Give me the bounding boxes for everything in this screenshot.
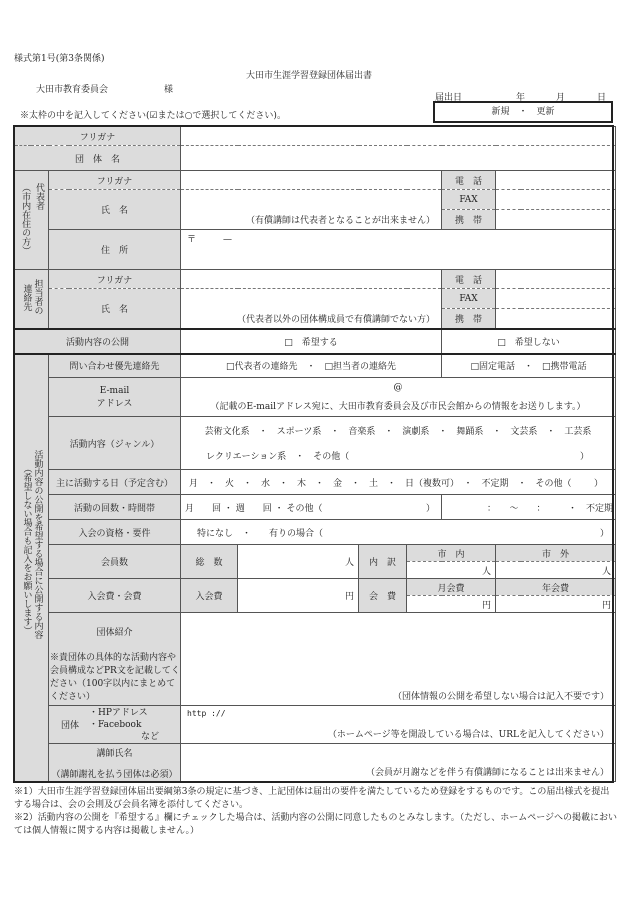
instructor-label-cell xyxy=(49,744,181,782)
rep-name-input[interactable] xyxy=(181,190,442,230)
rep-furigana-input[interactable] xyxy=(181,171,442,190)
rep-address-label: 住 所 xyxy=(49,230,181,270)
form-title: 大田市生涯学習登録団体届出書 xyxy=(246,71,373,81)
monthly-fee-input[interactable] xyxy=(407,596,496,613)
contact-title: 担当者の連絡先 xyxy=(21,279,43,316)
frequency-input[interactable] xyxy=(181,495,442,520)
web-label-cell xyxy=(49,706,181,744)
group-name-label: 団 体 名 xyxy=(15,146,181,171)
date-month[interactable]: 月 xyxy=(556,93,566,103)
entry-fee-unit: 円 xyxy=(344,592,354,602)
registration-form-table xyxy=(14,126,616,782)
members-inside-unit: 人 xyxy=(481,566,491,577)
web-url-hint: （ホームページ等を開設している場合は、URLを記入してください） xyxy=(327,730,610,740)
group-furigana-input[interactable] xyxy=(181,127,616,146)
honorific: 様 xyxy=(164,85,174,95)
members-outside-label: 市 外 xyxy=(496,545,616,562)
publication-no-option[interactable]: □ 希望しない xyxy=(442,329,616,354)
rep-mobile-input[interactable] xyxy=(496,210,616,230)
intro-hint: （団体情報の公開を希望しない場合は記入不要です） xyxy=(393,692,610,702)
members-total-input[interactable] xyxy=(238,545,359,579)
members-total-label: 総 数 xyxy=(181,545,238,579)
group-name-input[interactable] xyxy=(181,146,616,171)
public-section-main: 活動内容の公開を希望する場合に公開する内容 xyxy=(32,449,43,639)
qualification-label: 入会の資格・要件 xyxy=(49,520,181,545)
frequency-time-input[interactable] xyxy=(442,495,616,520)
email-label xyxy=(49,378,181,417)
dues-label: 会 費 xyxy=(359,579,407,613)
days-label: 主に活動する日（予定含む） xyxy=(49,470,181,495)
footnote-2: ※2）活動内容の公開を『希望する』欄にチェックした場合は、活動内容の公開に同意したものとみなします。（ただし、ホームページへの掲載においては個人情報に関する内容は掲載しません。） xyxy=(14,813,618,836)
date-day[interactable]: 日 xyxy=(597,93,607,103)
members-inside-label: 市 内 xyxy=(407,545,496,562)
instructor-sub: （講師謝礼を払う団体は必須） xyxy=(51,769,178,780)
publication-label: 活動内容の公開 xyxy=(15,329,181,354)
members-outside-input[interactable] xyxy=(496,562,616,579)
web-url-prefix: http :// xyxy=(187,709,226,718)
footnote-1: ※1）大田市生涯学習登録団体届出要綱第3条の規定に基づき、上記団体は届出の要件を満たしているため登録をするものです。この届出様式を提出する場合は、会の会則及び会員名簿を添付してください。 xyxy=(14,787,610,810)
days-options[interactable] xyxy=(181,470,616,495)
contact-section xyxy=(15,270,49,329)
rep-address-input[interactable] xyxy=(181,230,616,270)
frequency-value: 月 回 ・ 週 回 ・ その他（ xyxy=(185,503,323,514)
entry-fee-label: 入会費 xyxy=(181,579,238,613)
members-outside-unit: 人 xyxy=(602,566,612,577)
group-furigana-label: フリガナ xyxy=(15,127,181,146)
rep-name-note: （有償講師は代表者となることが出来ません） xyxy=(245,216,435,226)
intro-note: ※貴団体の具体的な活動内容や会員構成などPR文を記載してください（100字以内にまとめてください） xyxy=(50,653,180,702)
web-fb-label: ・Facebook xyxy=(89,719,142,730)
instruction: ※太枠の中を記入してください(☑または○で選択してください)。 xyxy=(20,111,286,121)
contact-name-label: 氏 名 xyxy=(49,289,181,329)
inquiry-label: 問い合わせ優先連絡先 xyxy=(49,354,181,378)
frequency-label: 活動の回数・時間帯 xyxy=(49,495,181,520)
entry-fee-input[interactable] xyxy=(238,579,359,613)
rep-postal: 〒 — xyxy=(187,235,233,245)
qualification-close: ） xyxy=(600,528,610,539)
rep-furigana-label: フリガナ xyxy=(49,171,181,190)
contact-furigana-input[interactable] xyxy=(181,270,442,289)
rep-fax-label: FAX xyxy=(442,190,496,210)
intro-input[interactable] xyxy=(181,613,616,706)
days-close: ） xyxy=(594,478,604,489)
instructor-input[interactable] xyxy=(181,744,616,782)
contact-furigana-label: フリガナ xyxy=(49,270,181,289)
contact-mobile-input[interactable] xyxy=(496,309,616,329)
addressee: 大田市教育委員会 xyxy=(36,85,109,95)
members-breakdown-label: 内 訳 xyxy=(359,545,407,579)
representative-section xyxy=(15,171,49,270)
rep-name-label: 氏 名 xyxy=(49,190,181,230)
yearly-fee-label: 年会費 xyxy=(496,579,616,596)
web-url-input[interactable] xyxy=(181,706,616,744)
email-label-line1: E-mail xyxy=(99,385,130,396)
representative-title: 代表者 xyxy=(33,182,44,210)
rep-phone-input[interactable] xyxy=(496,171,616,190)
contact-phone-input[interactable] xyxy=(496,270,616,289)
yearly-fee-unit: 円 xyxy=(602,600,612,611)
rep-fax-input[interactable] xyxy=(496,190,616,210)
yearly-fee-input[interactable] xyxy=(496,596,616,613)
web-etc-label: など xyxy=(141,731,160,742)
email-note: （記載のE-mailアドレス宛に、大田市教育委員会及び市民会館からの情報をお送りします。） xyxy=(210,401,586,412)
instructor-label: 講師氏名 xyxy=(96,748,133,759)
contact-mobile-label: 携 帯 xyxy=(442,309,496,329)
contact-name-input[interactable] xyxy=(181,289,442,329)
members-label: 会員数 xyxy=(49,545,181,579)
contact-fax-label: FAX xyxy=(442,289,496,309)
monthly-fee-label: 月会費 xyxy=(407,579,496,596)
email-label-line2: アドレス xyxy=(96,398,133,409)
contact-name-note: （代表者以外の団体構成員で有償講師でない方） xyxy=(236,314,435,325)
contact-phone-label: 電 話 xyxy=(442,270,496,289)
qualification-input[interactable] xyxy=(181,520,616,545)
web-hp-label: ・HPアドレス xyxy=(89,707,148,718)
frequency-close: ） xyxy=(425,503,435,514)
email-at: @ xyxy=(393,382,403,393)
new-renew-selector[interactable]: 新規 ・ 更新 xyxy=(433,101,613,123)
intro-label-cell xyxy=(49,613,181,706)
members-inside-input[interactable] xyxy=(407,562,496,579)
web-group-label: 団体 xyxy=(61,721,80,731)
public-section-sub: （希望しない場合も記入をお願いします） xyxy=(21,463,32,635)
rep-mobile-label: 携 帯 xyxy=(442,210,496,230)
intro-label: 団体紹介 xyxy=(96,628,133,638)
contact-fax-input[interactable] xyxy=(496,289,616,309)
representative-sub: （市内在住の方） xyxy=(20,182,31,255)
fees-label: 入会費・会費 xyxy=(49,579,181,613)
instructor-hint: （会員が月謝などを伴う有償講師になることは出来ません） xyxy=(366,768,610,778)
date-year[interactable]: 年 xyxy=(516,93,526,103)
genre-line1: 芸術文化系 ・ スポーツ系 ・ 音楽系 ・ 演劇系 ・ 舞踊系 ・ 文芸系 ・ 工芸系 xyxy=(204,427,592,437)
form-number: 様式第1号(第3条関係) xyxy=(14,54,105,64)
genre-label: 活動内容（ジャンル） xyxy=(49,417,181,470)
date-label: 届出日 xyxy=(435,93,463,103)
publication-yes-option[interactable]: □ 希望する xyxy=(181,329,442,354)
inquiry-phone-options[interactable]: □固定電話 ・ □携帯電話 xyxy=(442,354,616,378)
genre-line2: レクリエーション系 ・ その他（ xyxy=(206,452,350,462)
monthly-fee-unit: 円 xyxy=(481,600,491,611)
days-value: 月 ・ 火 ・ 水 ・ 木 ・ 金 ・ 土 ・ 日（複数可） ・ 不定期 ・ その他（ xyxy=(189,478,572,489)
rep-phone-label: 電 話 xyxy=(442,171,496,190)
genre-close: ） xyxy=(580,452,590,462)
qualification-value: 特になし ・ 有りの場合（ xyxy=(197,528,324,539)
email-input[interactable] xyxy=(181,378,616,417)
public-section-label xyxy=(15,354,49,782)
members-total-unit: 人 xyxy=(344,558,354,568)
frequency-time: ： ～ ： ・ 不定期 xyxy=(487,503,614,514)
genre-options[interactable] xyxy=(181,417,616,470)
inquiry-contact-options[interactable]: □代表者の連絡先 ・ □担当者の連絡先 xyxy=(181,354,442,378)
